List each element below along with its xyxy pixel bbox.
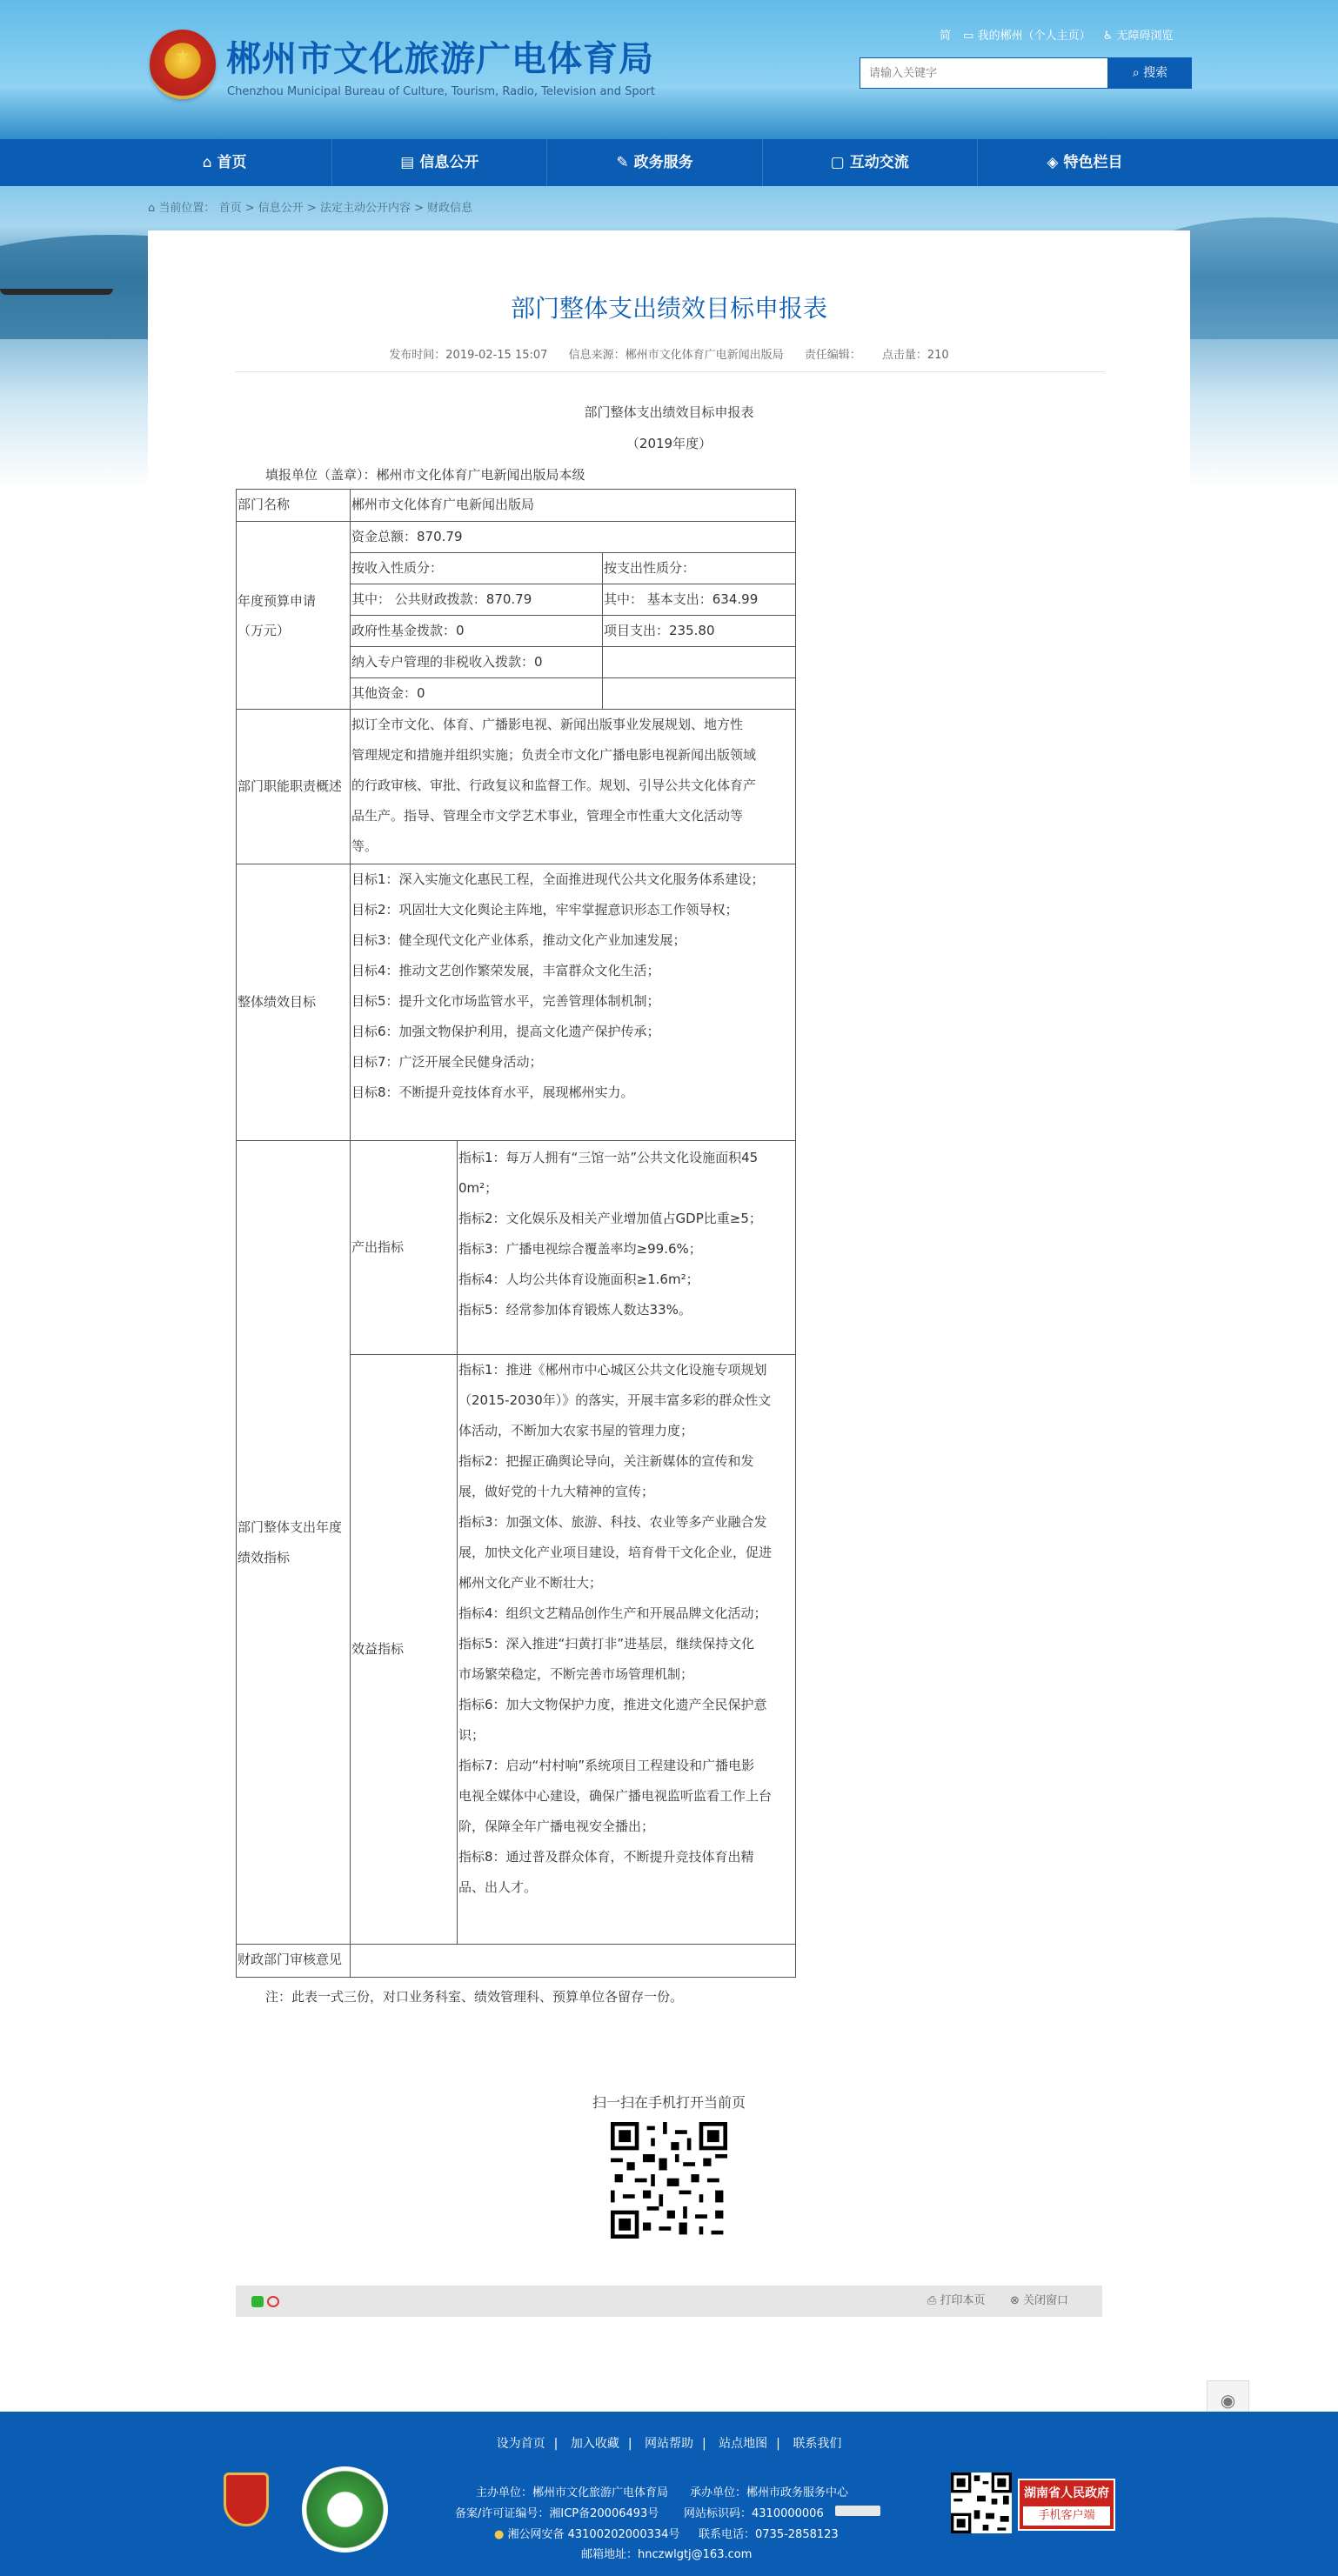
table-cell-label: 部门职能职责概述 bbox=[237, 710, 351, 864]
breadcrumb-info[interactable]: 信息公开 bbox=[258, 202, 304, 215]
editor: 责任编辑： bbox=[804, 349, 861, 362]
table-cell-label: 整体绩效目标 bbox=[237, 864, 351, 1141]
hunan-gov-app-badge[interactable] bbox=[1018, 2479, 1115, 2531]
footer-link-contact[interactable]: 联系我们 bbox=[793, 2437, 842, 2451]
benefit-line: 指标3：加强文体、旅游、科技、农业等多产业融合发 bbox=[458, 1514, 767, 1530]
table-cell-value: 郴州市文化体育广电新闻出版局 bbox=[351, 490, 795, 522]
close-label: 关闭窗口 bbox=[1023, 2294, 1069, 2307]
article-title: 部门整体支出绩效目标申报表 bbox=[510, 294, 827, 323]
search-button-label: 搜索 bbox=[1143, 66, 1168, 80]
table-cell-value bbox=[458, 1141, 795, 1355]
footer-link-help[interactable]: 网站帮助 bbox=[645, 2437, 693, 2451]
hunan-gov-badge-bottom: 手机客户端 bbox=[1023, 2506, 1110, 2526]
site-subtitle: Chenzhou Municipal Bureau of Culture, Tourism, Radio, Television and Sport bbox=[227, 85, 655, 98]
qr-code-icon bbox=[611, 2122, 727, 2239]
info-source: 信息来源：郴州市文化体育广电新闻出版局 bbox=[568, 349, 784, 362]
table-cell-label bbox=[237, 522, 351, 710]
table-cell-value: 按支出性质分： bbox=[603, 553, 795, 584]
article-container bbox=[148, 230, 1190, 2364]
footer-icp[interactable]: 备案/许可证编号：湘ICP备20006493号 bbox=[455, 2507, 659, 2520]
budget-label-line: 年度预算申请 bbox=[237, 592, 317, 609]
table-cell-value: 纳入专户管理的非税收入拨款：0 bbox=[351, 647, 603, 678]
nav-service-label: 政务服务 bbox=[633, 154, 693, 171]
document-icon: ▤ bbox=[400, 154, 415, 171]
print-button[interactable] bbox=[927, 2286, 986, 2317]
goal-line: 目标6：加强文物保护利用，提高文化遗产保护传承； bbox=[351, 1024, 660, 1039]
table-cell-label: 财政部门审核意见 bbox=[237, 1945, 351, 1977]
footer-link-homepage[interactable]: 设为首页 bbox=[496, 2437, 545, 2451]
footer-qr-graphic bbox=[951, 2473, 1012, 2533]
benefit-line: 展，加快文化产业项目建设，培育骨干文化企业，促进 bbox=[458, 1545, 773, 1560]
footer-phone: 联系电话：0735-2858123 bbox=[699, 2528, 839, 2541]
nav-home-label: 首页 bbox=[217, 154, 247, 171]
nav-info-label: 信息公开 bbox=[419, 154, 479, 171]
footer-link-favorite[interactable]: 加入收藏 bbox=[570, 2437, 619, 2451]
benefit-line: 阶，保障全年广播电视安全播出； bbox=[458, 1819, 655, 1834]
table-cell-value: 项目支出：235.80 bbox=[603, 616, 795, 647]
document-year: （2019年度） bbox=[626, 436, 712, 451]
site-header bbox=[0, 0, 1338, 139]
close-icon: ⊗ bbox=[1010, 2294, 1020, 2307]
footer-police[interactable] bbox=[494, 2525, 679, 2541]
goal-line: 目标4：推动文艺创作繁荣发展，丰富群众文化生活； bbox=[351, 963, 660, 978]
nav-gov-service[interactable] bbox=[547, 139, 762, 186]
my-page-link-label: 我的郴州（个人主页） bbox=[977, 30, 1091, 43]
table-cell-value bbox=[603, 647, 795, 678]
edit-icon: ✎ bbox=[616, 154, 629, 171]
goal-line: 目标8：不断提升竞技体育水平，展现郴州实力。 bbox=[351, 1084, 634, 1100]
benefit-line: 识； bbox=[458, 1727, 485, 1743]
site-footer bbox=[0, 2412, 1338, 2576]
nav-featured[interactable] bbox=[978, 139, 1192, 186]
benefit-line: （2015-2030年）》的落实，开展丰富多彩的群众性文 bbox=[458, 1392, 772, 1408]
footer-organizer: 承办单位：郴州市政务服务中心 bbox=[690, 2486, 849, 2499]
table-cell-value bbox=[603, 678, 795, 710]
benefit-line: 电视全媒体中心建设，确保广播电视监听监看工作上台 bbox=[458, 1788, 773, 1804]
benefit-line: 郴州文化产业不断壮大； bbox=[458, 1575, 603, 1591]
nav-info-disclosure[interactable] bbox=[332, 139, 547, 186]
police-badge-icon: ● bbox=[494, 2528, 505, 2541]
nav-featured-label: 特色栏目 bbox=[1063, 154, 1123, 171]
budget-label-line: （万元） bbox=[237, 622, 291, 638]
footer-links: 设为首页 | 加入收藏 | 网站帮助 | 站点地图 | 联系我们 bbox=[496, 2437, 842, 2451]
output-line: 指标4：人均公共体育设施面积≥1.6m²； bbox=[458, 1271, 699, 1287]
duty-line: 品生产。指导、管理全市文学艺术事业，管理全市性重大文化活动等 bbox=[351, 808, 744, 824]
hunan-gov-badge-top: 湖南省人民政府 bbox=[1024, 2486, 1109, 2500]
view-count: 点击量：210 bbox=[881, 349, 949, 362]
benefit-line: 体活动，不断加大农家书屋的管理力度； bbox=[458, 1423, 694, 1438]
search-box bbox=[860, 57, 1192, 89]
output-line: 指标5：经常参加体育锻炼人数达33%。 bbox=[458, 1302, 692, 1318]
weibo-icon: ◉ bbox=[1220, 2390, 1236, 2411]
output-line: 指标1：每万人拥有“三馆一站”公共文化设施面积45 bbox=[458, 1150, 759, 1165]
goal-line: 目标5：提升文化市场监管水平，完善管理体制机制； bbox=[351, 993, 660, 1009]
accessibility-link[interactable]: ♿ 无障碍浏览 bbox=[1102, 30, 1174, 43]
document-heading: 部门整体支出绩效目标申报表 bbox=[584, 404, 754, 420]
table-cell-value bbox=[351, 1945, 795, 1977]
footer-email: 邮箱地址：hnczwlgtj@163.com bbox=[581, 2548, 753, 2561]
party-gov-badge-icon[interactable] bbox=[224, 2473, 269, 2526]
indicator-label bbox=[237, 1512, 342, 1573]
benefit-line: 指标8：通过普及群众体育，不断提升竞技体育出精 bbox=[458, 1849, 754, 1865]
breadcrumb: ⌂ 当前位置： 首页 > 信息公开 > 法定主动公开内容 > 财政信息 bbox=[148, 202, 473, 215]
search-input[interactable] bbox=[860, 57, 1108, 89]
output-line: 指标3：广播电视综合覆盖率均≥99.6%； bbox=[458, 1241, 702, 1257]
benefit-line: 指标5：深入推进“扫黄打非”进基层，继续保持文化 bbox=[458, 1636, 755, 1652]
breadcrumb-legal[interactable]: 法定主动公开内容 bbox=[319, 202, 411, 215]
main-nav bbox=[0, 139, 1338, 186]
benefit-line: 指标2：把握正确舆论导向，关注新媒体的宣传和发 bbox=[458, 1453, 754, 1469]
performance-table bbox=[236, 489, 796, 1978]
goal-line: 目标7：广泛开展全民健身活动； bbox=[351, 1054, 543, 1070]
publish-time: 发布时间：2019-02-15 15:07 bbox=[389, 349, 548, 362]
duty-line: 拟订全市文化、体育、广播影电视、新闻出版事业发展规划、地方性 bbox=[351, 717, 744, 732]
national-emblem-icon bbox=[150, 30, 216, 99]
table-cell-value: 政府性基金拨款：0 bbox=[351, 616, 603, 647]
document-note: 注：此表一式三份，对口业务科室、绩效管理科、预算单位各留存一份。 bbox=[265, 1989, 684, 2005]
footer-qr-code-icon bbox=[951, 2473, 1012, 2533]
breadcrumb-label: 当前位置： bbox=[158, 202, 216, 215]
benefit-line: 指标6：加大文物保护力度，推进文化遗产全民保护意 bbox=[458, 1697, 767, 1712]
share-bar bbox=[236, 2286, 1102, 2317]
table-cell-value: 其中： 基本支出：634.99 bbox=[603, 584, 795, 616]
table-cell-label: 部门名称 bbox=[237, 490, 351, 522]
duty-line: 的行政审核、审批、行政复议和监督工作。规划、引导公共文化体育产 bbox=[351, 777, 757, 793]
table-cell-value bbox=[458, 1355, 795, 1945]
simplified-chinese-link[interactable]: 简 bbox=[940, 30, 952, 43]
benefit-line: 市场繁荣稳定，不断完善市场管理机制； bbox=[458, 1666, 694, 1682]
table-cell-label: 产出指标 bbox=[351, 1141, 458, 1355]
breadcrumb-finance[interactable]: 财政信息 bbox=[427, 202, 473, 215]
weibo-share-icon[interactable] bbox=[267, 2296, 279, 2307]
home-icon: ⌂ bbox=[202, 154, 212, 171]
site-title[interactable]: 郴州市文化旅游广电体育局 bbox=[226, 39, 654, 79]
benefit-line: 指标7：启动“村村响”系统项目工程建设和广播电影 bbox=[458, 1758, 755, 1773]
wechat-share-icon[interactable] bbox=[251, 2296, 264, 2307]
footer-police-text: 湘公网安备 43100202000334号 bbox=[507, 2528, 680, 2541]
benefit-line: 指标1：推进《郴州市中心城区公共文化设施专项规划 bbox=[458, 1362, 767, 1378]
table-cell-label: 效益指标 bbox=[351, 1355, 458, 1945]
footer-site-code: 网站标识码：4310000006 bbox=[684, 2507, 824, 2520]
table-cell-value: 资金总额：870.79 bbox=[351, 522, 795, 553]
footer-sponsor: 主办单位：郴州市文化旅游广电体育局 bbox=[476, 2486, 669, 2499]
my-page-link[interactable]: ▭ 我的郴州（个人主页） bbox=[963, 30, 1091, 43]
output-line: 0m²； bbox=[458, 1180, 498, 1196]
nav-interaction-label: 互动交流 bbox=[849, 154, 909, 171]
benefit-line: 指标4：组织文艺精品创作生产和开展品牌文化活动； bbox=[458, 1605, 767, 1621]
output-line: 指标2：文化娱乐及相关产业增加值占GDP比重≥5； bbox=[458, 1211, 762, 1226]
print-icon: ⎙ bbox=[927, 2294, 937, 2307]
goal-line: 目标1：深入实施文化惠民工程，全面推进现代公共文化服务体系建设； bbox=[351, 871, 765, 887]
goal-line: 目标2：巩固壮大文化舆论主阵地，牢牢掌握意识形态工作领导权； bbox=[351, 902, 739, 918]
table-cell-value bbox=[351, 864, 795, 1141]
layers-icon: ◈ bbox=[1047, 154, 1059, 171]
chat-icon: ▢ bbox=[830, 154, 845, 171]
location-icon: ⌂ bbox=[148, 202, 156, 215]
goal-line: 目标3：健全现代文化产业体系，推动文化产业加速发展； bbox=[351, 932, 686, 948]
table-cell-value: 其他资金：0 bbox=[351, 678, 603, 710]
accessibility-link-label: 无障碍浏览 bbox=[1116, 30, 1174, 43]
print-label: 打印本页 bbox=[940, 2294, 986, 2307]
duty-line: 管理规定和措施并组织实施；负责全市文化广播电影电视新闻出版领域 bbox=[351, 747, 757, 763]
document-unit: 填报单位（盖章）：郴州市文化体育广电新闻出版局本级 bbox=[265, 467, 585, 483]
breadcrumb-home[interactable]: 首页 bbox=[218, 202, 242, 215]
article-meta bbox=[148, 345, 1190, 362]
table-cell-value: 按收入性质分： bbox=[351, 553, 603, 584]
duty-line: 等。 bbox=[351, 838, 378, 854]
nav-interaction[interactable] bbox=[763, 139, 978, 186]
top-links bbox=[931, 26, 1174, 43]
boat-decoration bbox=[0, 289, 113, 295]
indicator-label-line: 部门整体支出年度 bbox=[237, 1518, 343, 1535]
indicator-label-line: 绩效指标 bbox=[237, 1549, 291, 1565]
nav-home[interactable] bbox=[117, 139, 332, 186]
budget-label bbox=[237, 586, 316, 645]
qr-label: 扫一扫在手机打开当前页 bbox=[592, 2094, 746, 2111]
civilization-badge-icon[interactable] bbox=[302, 2466, 388, 2553]
table-cell-value: 其中： 公共财政拨款：870.79 bbox=[351, 584, 603, 616]
table-cell-label bbox=[237, 1141, 351, 1945]
cnzz-badge-icon[interactable] bbox=[835, 2506, 880, 2516]
search-icon: ⌕ bbox=[1132, 66, 1140, 80]
footer-link-sitemap[interactable]: 站点地图 bbox=[719, 2437, 768, 2451]
benefit-line: 展，做好党的十九大精神的宣传； bbox=[458, 1484, 655, 1499]
benefit-line: 品、出人才。 bbox=[458, 1879, 538, 1895]
search-button[interactable] bbox=[1108, 57, 1192, 89]
divider bbox=[235, 371, 1105, 372]
table-cell-value bbox=[351, 710, 795, 864]
close-window-button[interactable] bbox=[1010, 2286, 1068, 2317]
